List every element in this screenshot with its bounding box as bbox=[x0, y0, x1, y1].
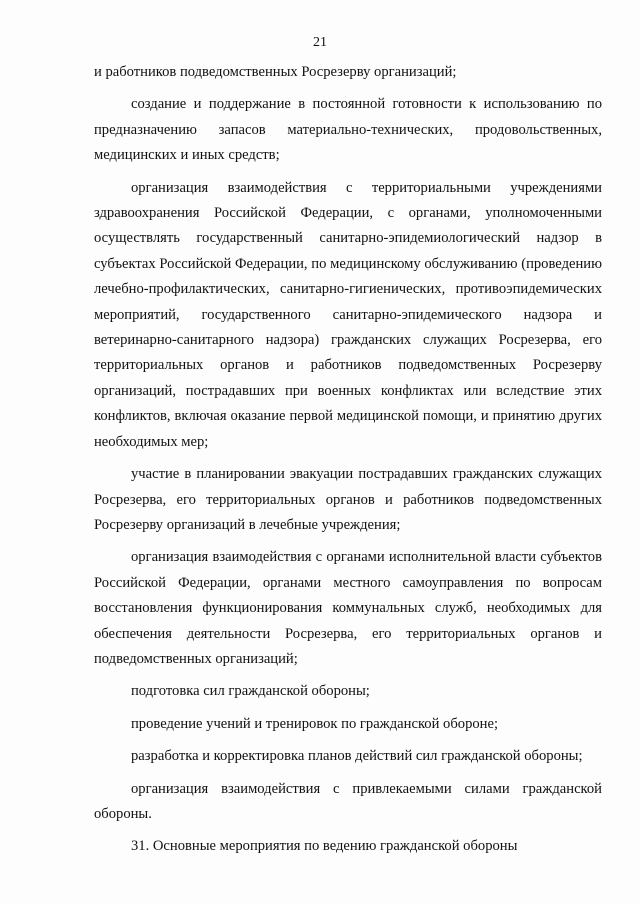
document-body bbox=[94, 60, 602, 867]
paragraph-3: организация взаимодействия с территориальными учреждениями здравоохранения Российской Федерации, с органами, уполномоченными осуществлять государственный санитарно-эпидемиологический надзор в субъектах Российской Федерации, по медицинскому обслуживанию (проведению лечебно-профилактических, санитарно-гигиенических, противоэпидемических мероприятий, государственного санитарно-эпидемического надзора и ветеринарно-санитарного надзора) гражданских служащих Росрезерва, его территориальных органов и работников подведомственных Росрезерву организаций, пострадавших при военных конфликтах или вследствие этих конфликтов, включая оказание первой медицинской помощи, и принятию других необходимых мер; bbox=[94, 179, 602, 450]
paragraph-9: организация взаимодействия с привлекаемыми силами гражданской обороны. bbox=[94, 780, 602, 822]
paragraph-6: подготовка сил гражданской обороны; bbox=[131, 683, 370, 700]
page-number: 21 bbox=[313, 35, 327, 50]
paragraph-4: участие в планировании эвакуации пострадавших гражданских служащих Росрезерва, его территориальных органов и работников подведомственных Росрезерву организаций в лечебные учреждения; bbox=[94, 466, 602, 533]
paragraph-2: создание и поддержание в постоянной готовности к использованию по предназначению запасов материально-технических, продовольственных, медицинских и иных средств; bbox=[94, 96, 602, 164]
paragraph-1: и работников подведомственных Росрезерву организаций; bbox=[94, 64, 457, 80]
paragraph-5: организация взаимодействия с органами исполнительной власти субъектов Российской Федерации, органами местного самоуправления по вопросам восстановления функционирования коммунальных служб, необходимых для обеспечения деятельности Росрезерва, его территориальных органов и подведомственных организаций; bbox=[94, 549, 602, 667]
paragraph-8: разработка и корректировка планов действий сил гражданской обороны; bbox=[131, 748, 583, 765]
paragraph-10: 31. Основные мероприятия по ведению гражданской обороны bbox=[131, 838, 518, 855]
paragraph-7: проведение учений и тренировок по гражданской обороне; bbox=[131, 715, 499, 732]
